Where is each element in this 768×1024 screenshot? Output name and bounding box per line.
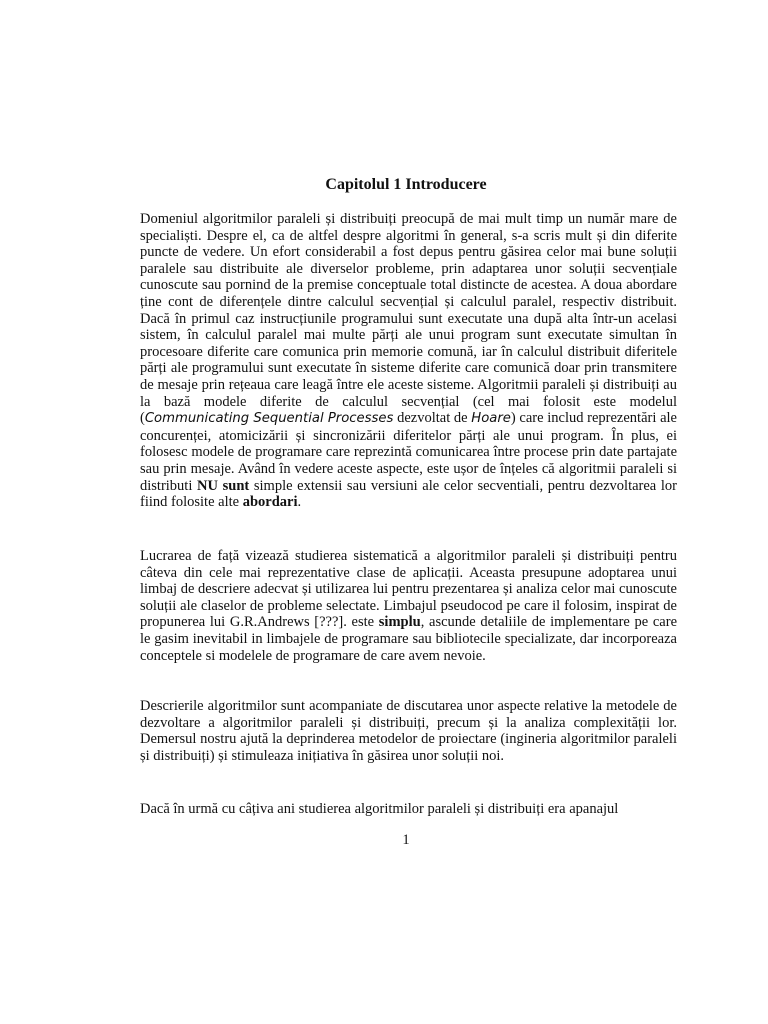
bold-emphasis: simplu [378,614,421,631]
paragraph-text: ) care includ reprezentări ale concurenței, atomicizării și sincronizării diferitelor părți ale unui program. În plus, ei folosesc modele de programare care reprezintă comunicarea între procese prin date partajate sau prin mesaje. Având în vedere aceste aspecte, este ușor de înțeles că algoritmii paraleli si distributi [140,410,677,494]
paragraph-intro [140,211,677,511]
paragraph-text: Domeniul algoritmilor paraleli și distribuiți preocupă de mai mult timp un număr mare de specialiști. Despre el, ca de altfel despre algoritmi în general, s-a scris mult și din diferite puncte de vedere. Un efort considerabil a fost depus pentru găsirea celor mai bune soluții paralele sau distribuite ale diverselor probleme, prin adaptarea unor soluții secvențiale cunoscute sau pornind de la premise conceptuale total distincte de acestea. A doua abordare ține cont de diferențele dintre calculul secvențial și calculul paralel, respectiv distribuit. Dacă în primul caz instrucțiunile programului sunt executate una după alta într-un acelasi sistem, în calculul paralel mai multe părți ale unui program sunt executate simultan în procesoare diferite care comunica prin memorie comună, iar în calculul distribuit diferitele părți ale programului sunt executate în sisteme diferite care comunică doar prin transmitere de mesaje prin rețeaua care leagă între ele aceste sisteme. Algoritmii paraleli și distribuiți au la bază modele diferite de calculul secvențial (cel mai folosit este modelul ( [140,211,677,427]
paragraph-text: Dacă în urmă cu câțiva ani studierea algoritmilor paraleli și distribuiți era apanajul [140,801,619,817]
page-number: 1 [402,832,410,848]
italic-term: Hoare [471,411,511,427]
chapter-title: Capitolul 1 Introducere [325,176,487,193]
bold-emphasis: abordari [242,494,298,511]
paragraph-text: . [297,494,302,511]
italic-term: Communicating Sequential Processes [144,411,394,427]
bold-emphasis: NU sunt [197,477,250,494]
paragraph-text: Descrierile algoritmilor sunt acompaniate de discutarea unor aspecte relative la metodele de dezvoltare a algoritmilor paraleli și distribuiți, precum și la analiza complexității lor. Demersul nostru ajută la deprinderea metodelor de proiectare (ingineria algoritmilor paraleli și distribuiți) și stimuleaza inițiativa în găsirea unor soluții noi. [140,698,677,764]
paragraph-text: simple extensii sau versiuni ale celor secventiali, pentru dezvoltarea lor fiind folosite alte [140,477,677,511]
paragraph-scope [140,548,677,664]
paragraph-text: dezvoltat de [393,410,472,427]
paragraph-methods [140,698,677,764]
paragraph-history [140,801,677,818]
paragraph-text: Lucrarea de față vizează studierea sistematică a algoritmilor paraleli și distribuiți pentru câteva din cele mai reprezentative clase de aplicații. Aceasta presupune adoptarea unui limbaj de descriere adecvat și utilizarea lui pentru prezentarea și analiza celor mai cunoscute soluții ale claselor de probleme selectate. Limbajul pseudocod pe care il folosim, inspirat de propunerea lui G.R.Andrews [???]. este [140,548,677,631]
paragraph-text: , ascunde detaliile de implementare pe care le gasim inevitabil in limbajele de programare sau bibliotecile specializate, dar incorporeaza conceptele si modelele de programare de care avem nevoie. [140,614,677,664]
